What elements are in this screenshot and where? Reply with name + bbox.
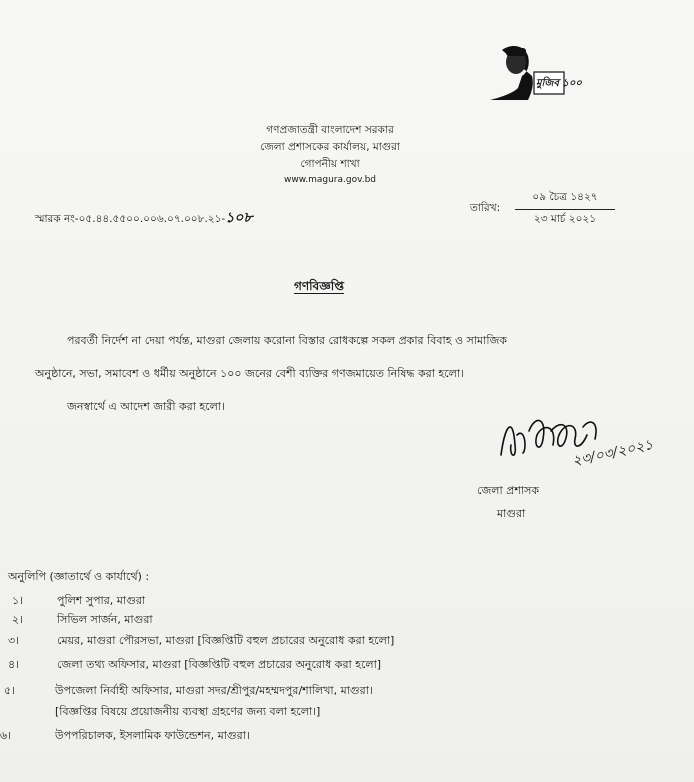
cc-item-number: ১। (12, 594, 24, 607)
cc-item-number: ৫। (4, 684, 16, 697)
signatory-designation: জেলা প্রশাসক (477, 484, 540, 497)
date-label: তারিখ: (470, 202, 501, 214)
cc-item-number: ২। (12, 613, 24, 626)
memo-number (35, 206, 253, 230)
memo-handwritten-suffix: ১০৮ (225, 210, 253, 226)
body-para1-line1: পরবর্তী নির্দেশ না দেয়া পর্যন্ত, মাগুরা জেলায় করোনা বিস্তার রোধকল্পে সকল প্রকার বিবাহ ও সামাজিক (67, 334, 507, 347)
body-para2: জনস্বার্থে এ আদেশ জারী করা হলো। (67, 400, 225, 413)
header-govt: গণপ্রজাতন্ত্রী বাংলাদেশ সরকার (266, 124, 394, 136)
cc-item-number: ৬। (0, 729, 12, 742)
logo-text: মুজিব ১০০ (536, 78, 582, 89)
cc-item-number: ৪। (8, 658, 20, 671)
signature-date: ২৩/০৩/২০২১ (570, 436, 655, 470)
cc-item-text: উপপরিচালক, ইসলামিক ফাউন্ডেশন, মাগুরা। (55, 729, 250, 742)
cc-item-text: মেয়র, মাগুরা পৌরসভা, মাগুরা [বিজ্ঞপ্তিটি বহুল প্রচারের অনুরোধ করা হলো] (57, 634, 395, 647)
memo-value: ০৫.৪৪.৫৫০০.০০৬.০৭.০০৮.২১- (78, 213, 226, 225)
cc-item-continuation: [বিজ্ঞপ্তির বিষয়ে প্রয়োজনীয় ব্যবস্থা গ্রহণের জন্য বলা হলো।] (55, 705, 321, 718)
notice-title: গণবিজ্ঞপ্তি (294, 279, 345, 293)
header-section: গোপনীয় শাখা (300, 158, 360, 170)
header-office: জেলা প্রশাসকের কার্যালয়, মাগুরা (260, 141, 400, 153)
cc-item-text: পুলিশ সুপার, মাগুরা (57, 594, 146, 607)
date-divider (515, 209, 615, 210)
date-english: ২৩ মার্চ ২০২১ (533, 213, 597, 225)
mujib-100-logo-icon (488, 42, 584, 102)
header-website: www.magura.gov.bd (283, 175, 377, 185)
cc-item-text: উপজেলা নির্বাহী অফিসার, মাগুরা সদর/শ্রীপুর/মহম্মদপুর/শালিখা, মাগুরা। (55, 684, 373, 697)
cc-heading: অনুলিপি (জ্ঞাতার্থে ও কার্যার্থে) : (8, 570, 150, 583)
cc-item-text: সিভিল সার্জন, মাগুরা (57, 613, 153, 626)
memo-label: স্মারক নং- (35, 213, 79, 225)
cc-item-number: ৩। (8, 634, 20, 647)
cc-item-text: জেলা তথ্য অফিসার, মাগুরা [বিজ্ঞপ্তিটি বহুল প্রচারের অনুরোধ করা হলো] (57, 658, 382, 671)
signatory-place: মাগুরা (497, 507, 526, 520)
date-bangla: ০৯ চৈত্র ১৪২৭ (532, 191, 598, 203)
body-para1-line2: অনুষ্ঠানে, সভা, সমাবেশ ও ধর্মীয় অনুষ্ঠানে ১০০ জনের বেশী ব্যক্তির গণজমায়েত নিষিদ্ধ করা হলো। (35, 367, 464, 380)
